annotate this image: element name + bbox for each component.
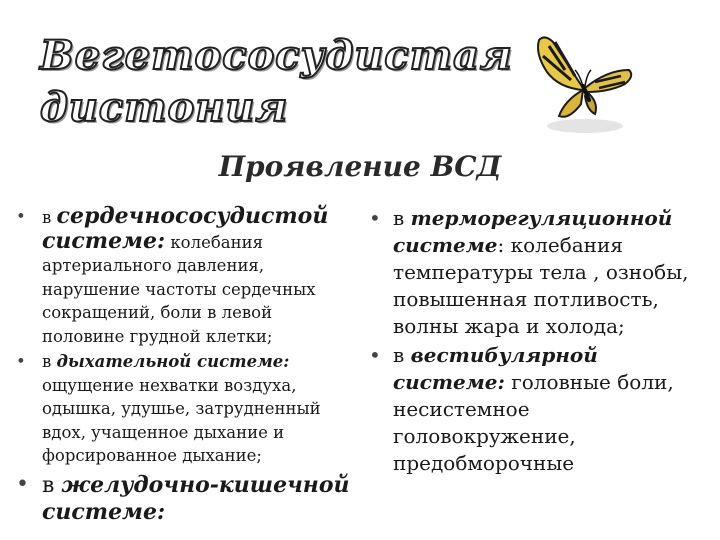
butterfly-icon <box>525 30 645 140</box>
title-line-1: Вегетососудистая <box>40 32 513 79</box>
item-text: : колебания температуры тела , ознобы, повышенная потливость, волны жара и холода; <box>393 233 689 338</box>
bullet-marker: • <box>16 471 29 497</box>
item-emphasis: дыхательной системе: <box>56 352 290 371</box>
bullet-marker: • <box>16 207 26 226</box>
list-item-cardiovascular <box>14 205 359 348</box>
item-prefix: в <box>42 352 57 371</box>
right-column <box>365 205 715 479</box>
item-emphasis: вестибулярной системе: <box>393 343 598 394</box>
slide-title <box>40 30 513 134</box>
right-bullet-list <box>365 205 715 477</box>
bullet-marker: • <box>16 352 26 371</box>
item-prefix: в <box>393 343 411 367</box>
left-column <box>14 205 359 528</box>
bullet-marker: • <box>369 343 381 367</box>
list-item-gastrointestinal <box>14 472 359 526</box>
subtitle: Проявление ВСД <box>218 150 502 183</box>
title-line-2: дистония <box>40 84 289 131</box>
list-item-vestibular <box>365 342 715 477</box>
item-text: ощущение нехватки воздуха, одышка, удушье, затрудненный вдох, учащенное дыхание и форсированное дыхание; <box>42 375 321 465</box>
item-emphasis: желудочно-кишечной системе: <box>42 471 350 525</box>
item-text: колебания артериального давления, нарушение частоты сердечных сокращений, боли в левой половине грудной клетки; <box>42 232 316 346</box>
item-emphasis: терморегуляционной системе <box>393 206 673 257</box>
item-text: головные боли, несистемное головокружение, предобморочные <box>393 370 674 475</box>
item-prefix: в <box>42 208 57 227</box>
bullet-marker: • <box>369 206 381 230</box>
list-item-thermoregulatory <box>365 205 715 340</box>
list-item-respiratory <box>14 350 359 468</box>
item-prefix: в <box>393 206 411 230</box>
item-emphasis: сердечнососудистой системе: <box>42 203 329 254</box>
item-prefix: в <box>42 472 62 498</box>
left-bullet-list <box>14 205 359 526</box>
